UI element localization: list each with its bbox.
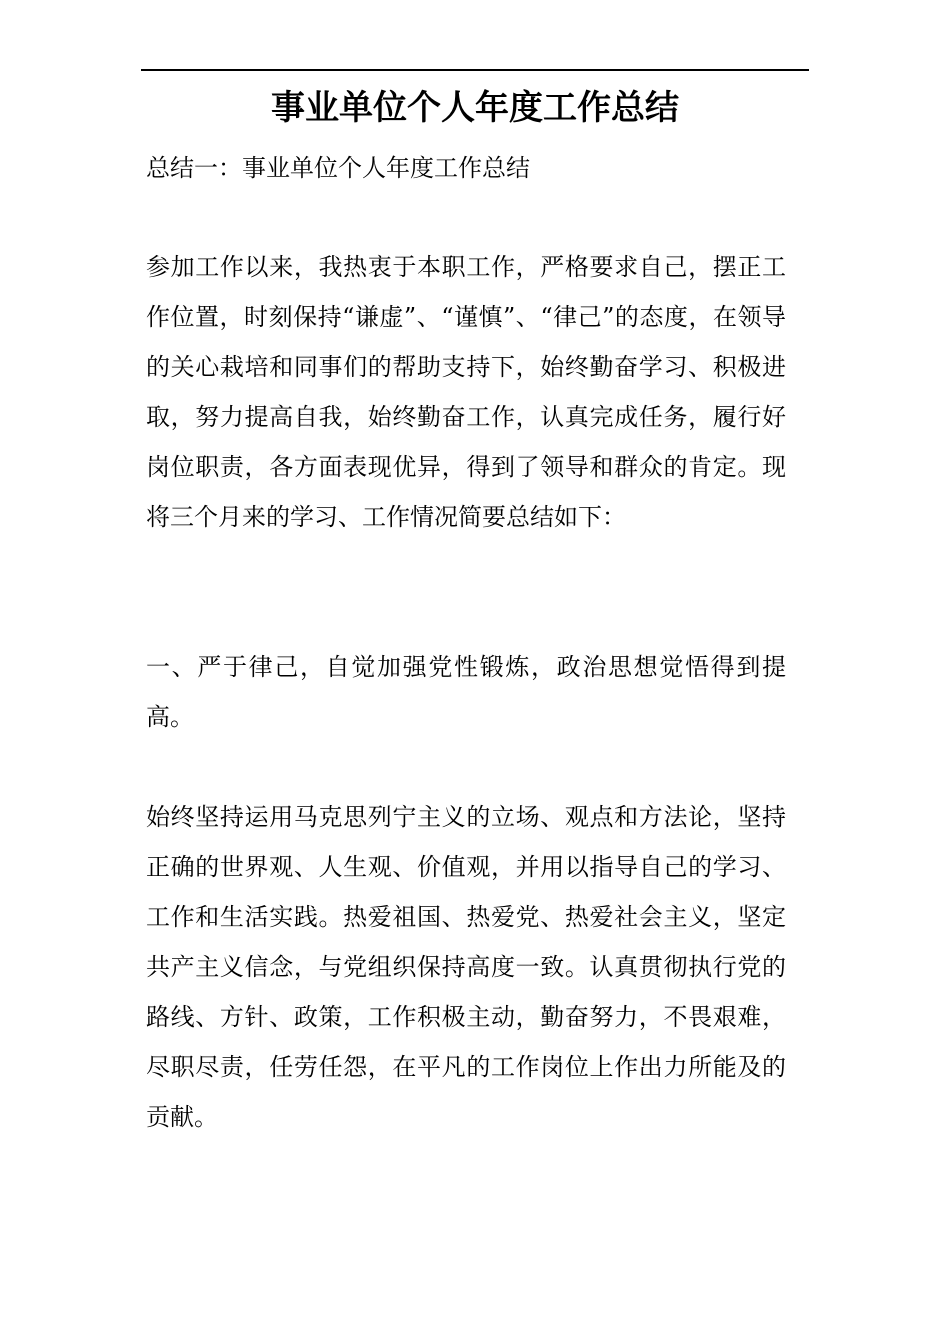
section-heading-1: 一、严于律己，自觉加强党性锻炼，政治思想觉悟得到提高。 bbox=[146, 653, 786, 731]
document-title: 事业单位个人年度工作总结 bbox=[271, 88, 679, 128]
paragraph-intro: 参加工作以来，我热衷于本职工作，严格要求自己，摆正工作位置，时刻保持“谦虚”、“谨慎”、“律己”的态度，在领导的关心栽培和同事们的帮助支持下，始终勤奋学习、积极进取，努力提高自我，始终勤奋工作，认真完成任务，履行好岗位职责，各方面表现优异，得到了领导和群众的肯定。现将三个月来的学习、工作情况简要总结如下： bbox=[146, 253, 786, 531]
top-rule bbox=[141, 69, 809, 71]
document-subtitle: 总结一：事业单位个人年度工作总结 bbox=[146, 154, 530, 182]
paragraph-section-1: 始终坚持运用马克思列宁主义的立场、观点和方法论，坚持正确的世界观、人生观、价值观，并用以指导自己的学习、工作和生活实践。热爱祖国、热爱党、热爱社会主义，坚定共产主义信念，与党组织保持高度一致。认真贯彻执行党的路线、方针、政策，工作积极主动，勤奋努力，不畏艰难，尽职尽责，任劳任怨，在平凡的工作岗位上作出力所能及的贡献。 bbox=[146, 803, 786, 1131]
